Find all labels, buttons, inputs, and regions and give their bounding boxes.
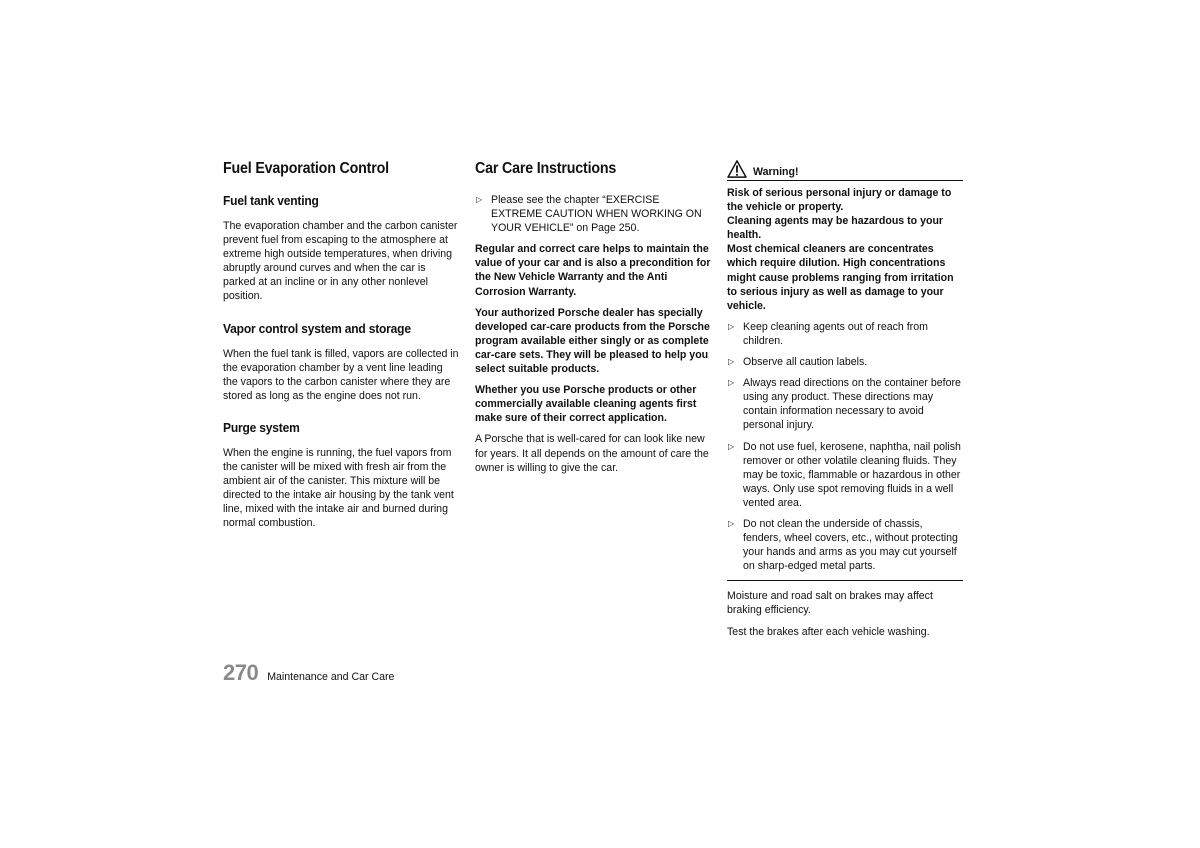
warning-column <box>727 160 963 646</box>
bullet-text: Always read directions on the container before using any product. These directions may contain information necessary to avoid personal injury. <box>743 377 961 432</box>
list-item <box>727 320 963 348</box>
section-name: Maintenance and Car Care <box>267 671 395 683</box>
vapor-control-text: When the fuel tank is filled, vapors are collected in the evaporation chamber by a vent line leading the vapors to the carbon canister where they are stored as long as the engine does not run. <box>223 347 459 402</box>
warning-title: Warning! <box>753 166 799 178</box>
fuel-evaporation-column <box>223 160 459 548</box>
list-item <box>475 193 711 235</box>
bullet-arrow-icon: ▷ <box>728 518 735 528</box>
bullet-arrow-icon: ▷ <box>728 441 735 451</box>
warning-header <box>727 160 963 181</box>
fuel-tank-venting-heading: Fuel tank venting <box>223 193 319 208</box>
purge-system-text: When the engine is running, the fuel vapors from the canister will be mixed with fresh air from the ambient air of the canister. This mixture will be directed to the intake air housing by the tank vent line, mixed with the intake air and burned during normal combustion. <box>223 446 454 530</box>
bullet-arrow-icon: ▷ <box>476 195 483 204</box>
page-footer <box>223 660 394 686</box>
car-care-bullet-list <box>475 193 711 235</box>
bullet-text: Do not clean the underside of chassis, fenders, wheel covers, etc., without protecting your hands and arms as you may cut yourself on sharp-edged metal parts. <box>743 517 958 573</box>
warning-triangle-icon <box>727 160 747 178</box>
fuel-evaporation-title: Fuel Evaporation Control <box>223 160 389 177</box>
fuel-tank-venting-text: The evaporation chamber and the carbon canister prevent fuel from escaping to the atmosphere at extreme high outside temperatures, when driving abruptly around curves and when the car is parked at an incline or in any other nonlevel position. <box>223 220 458 303</box>
closing-paragraph: A Porsche that is well-cared for can look like new for years. It all depends on the amount of care the owner is willing to give the car. <box>475 433 709 474</box>
list-item <box>727 355 963 369</box>
warning-text: Cleaning agents may be hazardous to your health. <box>727 215 944 242</box>
brake-note: Moisture and road salt on brakes may affect braking efficiency. <box>727 590 933 617</box>
warning-bullet-list <box>727 320 963 574</box>
page-number: 270 <box>223 660 259 685</box>
brake-test-note: Test the brakes after each vehicle washing. <box>727 625 930 638</box>
warning-text: Risk of serious personal injury or damage to the vehicle or property. <box>727 187 952 214</box>
list-item <box>727 517 963 573</box>
bullet-text: Do not use fuel, kerosene, naphtha, nail polish remover or other volatile cleaning fluids. They may be toxic, flammable or hazardous in other ways. Only use spot removing fluids in a well vented area. <box>743 440 961 509</box>
list-item <box>727 440 963 510</box>
bullet-text: Keep cleaning agents out of reach from children. <box>743 320 928 347</box>
care-paragraph: Regular and correct care helps to maintain the value of your car and is also a precondition for the New Vehicle Warranty and the Anti Corrosion Warranty. <box>475 243 711 298</box>
care-paragraph: Whether you use Porsche products or other commercially available cleaning agents first make sure of their correct application. <box>475 384 697 425</box>
care-paragraph: Your authorized Porsche dealer has specially developed car-care products from the Porsche program available either singly or as complete car-care sets. They will be pleased to help you select suitable products. <box>475 306 710 376</box>
car-care-title: Car Care Instructions <box>475 160 617 177</box>
car-care-column <box>475 160 711 482</box>
vapor-control-heading: Vapor control system and storage <box>223 320 411 336</box>
warning-text: Most chemical cleaners are concentrates which require dilution. High concentrations might cause problems ranging from irritation to serious injury as well as damage to your vehicle. <box>727 243 954 312</box>
bullet-text: Observe all caution labels. <box>743 356 868 369</box>
bullet-arrow-icon: ▷ <box>728 357 735 367</box>
caution-reference-text: Please see the chapter “EXERCISE EXTREME CAUTION WHEN WORKING ON YOUR VEHICLE” on Page 250. <box>491 194 702 235</box>
purge-system-heading: Purge system <box>223 419 300 435</box>
bullet-arrow-icon: ▷ <box>728 378 735 388</box>
warning-end-divider <box>727 580 963 581</box>
list-item <box>727 376 963 432</box>
bullet-arrow-icon: ▷ <box>728 321 735 331</box>
